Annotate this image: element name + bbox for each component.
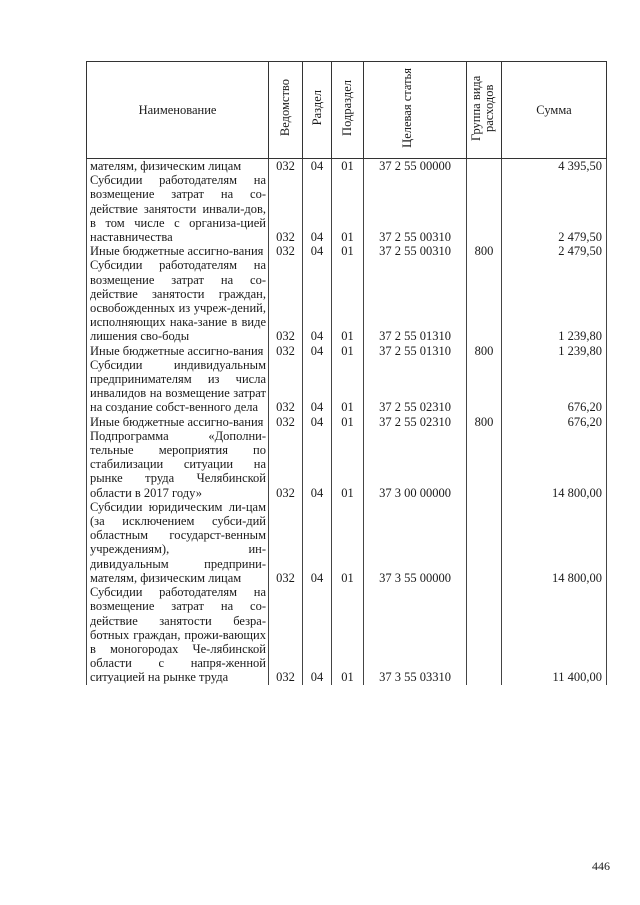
header-razdel: Раздел (303, 62, 332, 159)
page-number: 446 (592, 859, 610, 873)
row-gruppa (467, 173, 502, 244)
row-vedomstvo: 032 (269, 159, 303, 174)
row-podrazdel: 01 (332, 415, 364, 429)
row-podrazdel: 01 (332, 258, 364, 343)
row-podrazdel: 01 (332, 429, 364, 500)
header-celevaya: Целевая статья (364, 62, 467, 159)
row-summa: 4 395,50 (502, 159, 607, 174)
row-razdel: 04 (303, 415, 332, 429)
table-row (87, 344, 607, 358)
row-razdel: 04 (303, 585, 332, 684)
row-celevaya: 37 2 55 02310 (364, 358, 467, 415)
row-podrazdel: 01 (332, 244, 364, 258)
row-vedomstvo: 032 (269, 585, 303, 684)
row-gruppa: 800 (467, 244, 502, 258)
row-celevaya: 37 2 55 00000 (364, 159, 467, 174)
row-name: Субсидии работодателям на возмещение затрат на со-действие занятости безра-ботных граждан, прожи-вающих в моногородах Че-лябинской области с напря-женной ситуацией на рынке труда (87, 585, 269, 684)
table-body (87, 159, 607, 685)
row-celevaya: 37 2 55 01310 (364, 344, 467, 358)
table-row (87, 244, 607, 258)
row-gruppa (467, 429, 502, 500)
table-row (87, 585, 607, 684)
row-razdel: 04 (303, 429, 332, 500)
table-row (87, 500, 607, 585)
header-gruppa: Группа вида расходов (467, 62, 502, 159)
row-celevaya: 37 3 00 00000 (364, 429, 467, 500)
row-vedomstvo: 032 (269, 258, 303, 343)
table-header-row (87, 62, 607, 159)
header-name: Наименование (87, 62, 269, 159)
row-gruppa (467, 258, 502, 343)
row-name: Субсидии работодателям на возмещение затрат на со-действие занятости инвали-дов, в том числе с организа-цией наставничества (87, 173, 269, 244)
row-summa: 11 400,00 (502, 585, 607, 684)
row-summa: 1 239,80 (502, 344, 607, 358)
row-celevaya: 37 2 55 00310 (364, 244, 467, 258)
row-razdel: 04 (303, 500, 332, 585)
table-row (87, 258, 607, 343)
row-summa: 1 239,80 (502, 258, 607, 343)
table-row (87, 358, 607, 415)
row-summa: 2 479,50 (502, 244, 607, 258)
row-celevaya: 37 2 55 01310 (364, 258, 467, 343)
row-gruppa (467, 358, 502, 415)
row-gruppa: 800 (467, 344, 502, 358)
row-vedomstvo: 032 (269, 429, 303, 500)
row-razdel: 04 (303, 344, 332, 358)
row-name: Субсидии индивидуальным предпринимателям из числа инвалидов на возмещение затрат на создание собст-венного дела (87, 358, 269, 415)
row-celevaya: 37 3 55 03310 (364, 585, 467, 684)
row-gruppa (467, 500, 502, 585)
row-podrazdel: 01 (332, 159, 364, 174)
row-name: Подпрограмма «Дополни-тельные мероприятия по стабилизации ситуации на рынке труда Челябинской области в 2017 году» (87, 429, 269, 500)
row-razdel: 04 (303, 258, 332, 343)
row-summa: 676,20 (502, 358, 607, 415)
row-name: Иные бюджетные ассигно-вания (87, 344, 269, 358)
row-summa: 676,20 (502, 415, 607, 429)
row-name: Иные бюджетные ассигно-вания (87, 244, 269, 258)
row-vedomstvo: 032 (269, 358, 303, 415)
row-summa: 14 800,00 (502, 500, 607, 585)
row-gruppa: 800 (467, 415, 502, 429)
row-podrazdel: 01 (332, 500, 364, 585)
budget-table (86, 61, 607, 685)
row-gruppa (467, 585, 502, 684)
table-row (87, 429, 607, 500)
row-razdel: 04 (303, 358, 332, 415)
row-gruppa (467, 159, 502, 174)
row-celevaya: 37 2 55 00310 (364, 173, 467, 244)
row-summa: 14 800,00 (502, 429, 607, 500)
row-name: Субсидии юридическим ли-цам (за исключением субси-дий областным государст-венным учреждениям), ин-дивидуальным предприни-мателям, физическим лицам (87, 500, 269, 585)
row-podrazdel: 01 (332, 358, 364, 415)
header-summa: Сумма (502, 62, 607, 159)
row-celevaya: 37 2 55 02310 (364, 415, 467, 429)
row-vedomstvo: 032 (269, 500, 303, 585)
row-name: Субсидии работодателям на возмещение затрат на со-действие занятости граждан, освобожденных из учреж-дений, исполняющих нака-зание в виде лишения сво-боды (87, 258, 269, 343)
row-celevaya: 37 3 55 00000 (364, 500, 467, 585)
header-vedomstvo: Ведомство (269, 62, 303, 159)
row-podrazdel: 01 (332, 585, 364, 684)
row-vedomstvo: 032 (269, 244, 303, 258)
table-row (87, 173, 607, 244)
table-row (87, 159, 607, 174)
row-summa: 2 479,50 (502, 173, 607, 244)
row-razdel: 04 (303, 159, 332, 174)
row-vedomstvo: 032 (269, 415, 303, 429)
row-name: Иные бюджетные ассигно-вания (87, 415, 269, 429)
row-razdel: 04 (303, 244, 332, 258)
row-vedomstvo: 032 (269, 344, 303, 358)
header-podrazdel: Подраздел (332, 62, 364, 159)
row-podrazdel: 01 (332, 344, 364, 358)
row-podrazdel: 01 (332, 173, 364, 244)
table-row (87, 415, 607, 429)
row-vedomstvo: 032 (269, 173, 303, 244)
row-name: мателям, физическим лицам (87, 159, 269, 174)
row-razdel: 04 (303, 173, 332, 244)
